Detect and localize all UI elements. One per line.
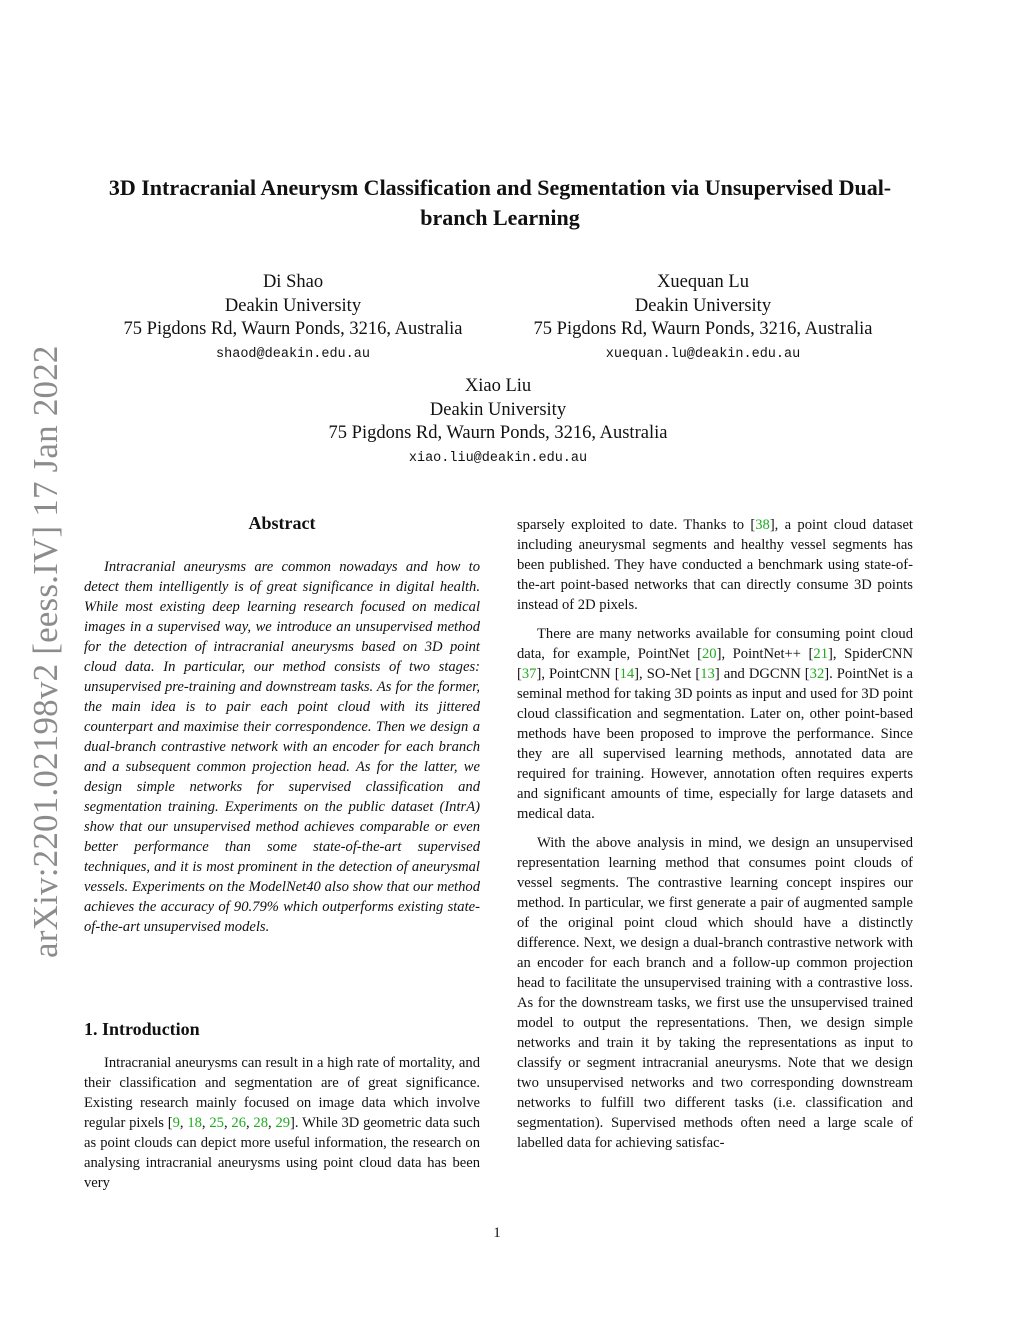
right-column	[517, 515, 913, 1162]
citation-link[interactable]: 9	[172, 1115, 180, 1131]
author-affiliation: Deakin University	[224, 295, 362, 316]
citation-link[interactable]: 37	[521, 666, 537, 682]
paragraph-text: ], PointCNN [	[536, 666, 620, 682]
paragraph-text: Intracranial aneurysms can result in a high rate of mortality, and their classification and segmentation are of great significance. Existing research mainly focused on image data which involve regular pixels [	[84, 1055, 480, 1131]
arxiv-stamp: arXiv:2201.02198v2 [eess.IV] 17 Jan 2022	[26, 345, 65, 958]
citation-link[interactable]: 14	[619, 666, 635, 682]
paragraph-text: ], SpiderCNN [	[517, 646, 913, 682]
citation-link[interactable]: 18	[187, 1115, 202, 1131]
intro-paragraph-continued	[517, 515, 913, 615]
citation-link[interactable]: 28	[253, 1115, 269, 1131]
author-email[interactable]: shaod@deakin.edu.au	[216, 346, 370, 362]
paper-title: 3D Intracranial Aneurysm Classification and Segmentation via Unsupervised Dual-branch Learning	[108, 175, 892, 230]
author-block	[510, 271, 896, 368]
author-name: Xuequan Lu	[657, 272, 749, 292]
intro-paragraph	[517, 624, 913, 824]
paragraph-text: There are many networks available for consuming point cloud data, for example, PointNet [	[517, 626, 913, 662]
paragraph-text: ]. PointNet is a seminal method for taking 3D points as input and used for 3D point cloud classification and segmentation. Later on, other point-based methods have been proposed to improve the performance. Since they are all supervised learning methods, annotated data are required for training. However, annotation often requires experts and significant amounts of time, especially for large datasets and medical data.	[517, 666, 913, 822]
author-email[interactable]: xiao.liu@deakin.edu.au	[408, 450, 588, 466]
author-affiliation: Deakin University	[634, 295, 772, 316]
paragraph-text: ]. While 3D geometric data such as point clouds can depict more useful information, the research on analysing intracranial aneurysms using point cloud data has been very	[84, 1115, 481, 1191]
abstract-text: Intracranial aneurysms are common nowadays and how to detect them intelligently is of great significance in digital health. While most existing deep learning research focused on medical images in a supervised way, we introduce an unsupervised method for the detection of intracranial aneurysms based on 3D point cloud data. In particular, our method consists of two stages: unsupervised pre-training and downstream tasks. As for the former, the main idea is to pair each point cloud with its jittered counterpart and maximise their correspondence. Then we design a dual-branch contrastive network with an encoder for each branch and a subsequent common projection head. As for the latter, we design simple networks for supervised classification and segmentation training. Experiments on the public dataset (IntrA) show that our unsupervised method achieves comparable or even better performance than some state-of-the-art supervised techniques, and it is most prominent in the detection of aneurysmal vessels. Experiments on the ModelNet40 also show that our method achieves the accuracy of 90.79% which outperforms existing state-of-the-art unsupervised models.	[84, 559, 480, 935]
author-email[interactable]: xuequan.lu@deakin.edu.au	[605, 346, 801, 362]
author-address: 75 Pigdons Rd, Waurn Ponds, 3216, Australia	[123, 319, 463, 339]
author-address: 75 Pigdons Rd, Waurn Ponds, 3216, Australia	[328, 423, 668, 443]
citation-link[interactable]: 26	[231, 1115, 246, 1131]
citation-link[interactable]: 13	[700, 666, 715, 682]
author-block	[300, 375, 696, 472]
citation-link[interactable]: 20	[702, 646, 717, 662]
author-affiliation: Deakin University	[429, 399, 567, 420]
paragraph-text: ] and DGCNN [	[714, 666, 810, 682]
author-address: 75 Pigdons Rd, Waurn Ponds, 3216, Australia	[533, 319, 873, 339]
page-number: 1	[493, 1225, 501, 1241]
citation-link[interactable]: 32	[809, 666, 825, 682]
abstract-heading: Abstract	[248, 513, 316, 533]
author-name: Di Shao	[262, 272, 324, 292]
paragraph-text: ], PointNet++ [	[716, 646, 814, 662]
citation-link[interactable]: 21	[813, 646, 829, 662]
citation-link[interactable]: 38	[755, 517, 770, 533]
section-heading-introduction: 1. Introduction	[84, 1019, 200, 1039]
author-name: Xiao Liu	[464, 376, 532, 396]
paragraph-text: ], a point cloud dataset including aneurysmal segments and healthy vessel segments has been published. They have conducted a benchmark using state-of-the-art point-based networks that can directly consume 3D points instead of 2D pixels.	[517, 517, 913, 613]
citation-link[interactable]: 29	[275, 1115, 291, 1131]
citation-link[interactable]: 25	[209, 1115, 224, 1131]
author-block	[100, 271, 486, 368]
intro-paragraph: With the above analysis in mind, we design an unsupervised representation learning method that consumes point clouds of vessel segments. The contrastive learning concept inspires our method. In particular, we first generate a pair of augmented sample of the original point cloud which should have a distinctly difference. Next, we design a dual-branch contrastive network with an encoder for each branch and a follow-up common projection head to facilitate the unsupervised training with a contrastive loss. As for the downstream tasks, we first use the unsupervised trained model to output the representations. Then, we design simple networks and train it by taking the representations as input to classify or segment intracranial aneurysms. Note that we design two unsupervised networks and two corresponding downstream networks to fulfill two different tasks (i.e. classification and segmentation). Supervised methods often need a large scale of labelled data for achieving satisfac-	[517, 835, 913, 1151]
paragraph-text: ], SO-Net [	[634, 666, 701, 682]
intro-paragraph: Intracranial aneurysms can result in a high rate of mortality, and their classification and segmentation are of great significance. Existing research mainly focused on image data which involve regular pixels [9, 18, 25, 26, 28, 29]. While 3D geometric data such as point clouds can depict more useful information, the research on analysing intracranial aneurysms using point cloud data has been very	[84, 1055, 481, 1191]
paragraph-text: sparsely exploited to date. Thanks to [	[517, 517, 756, 533]
